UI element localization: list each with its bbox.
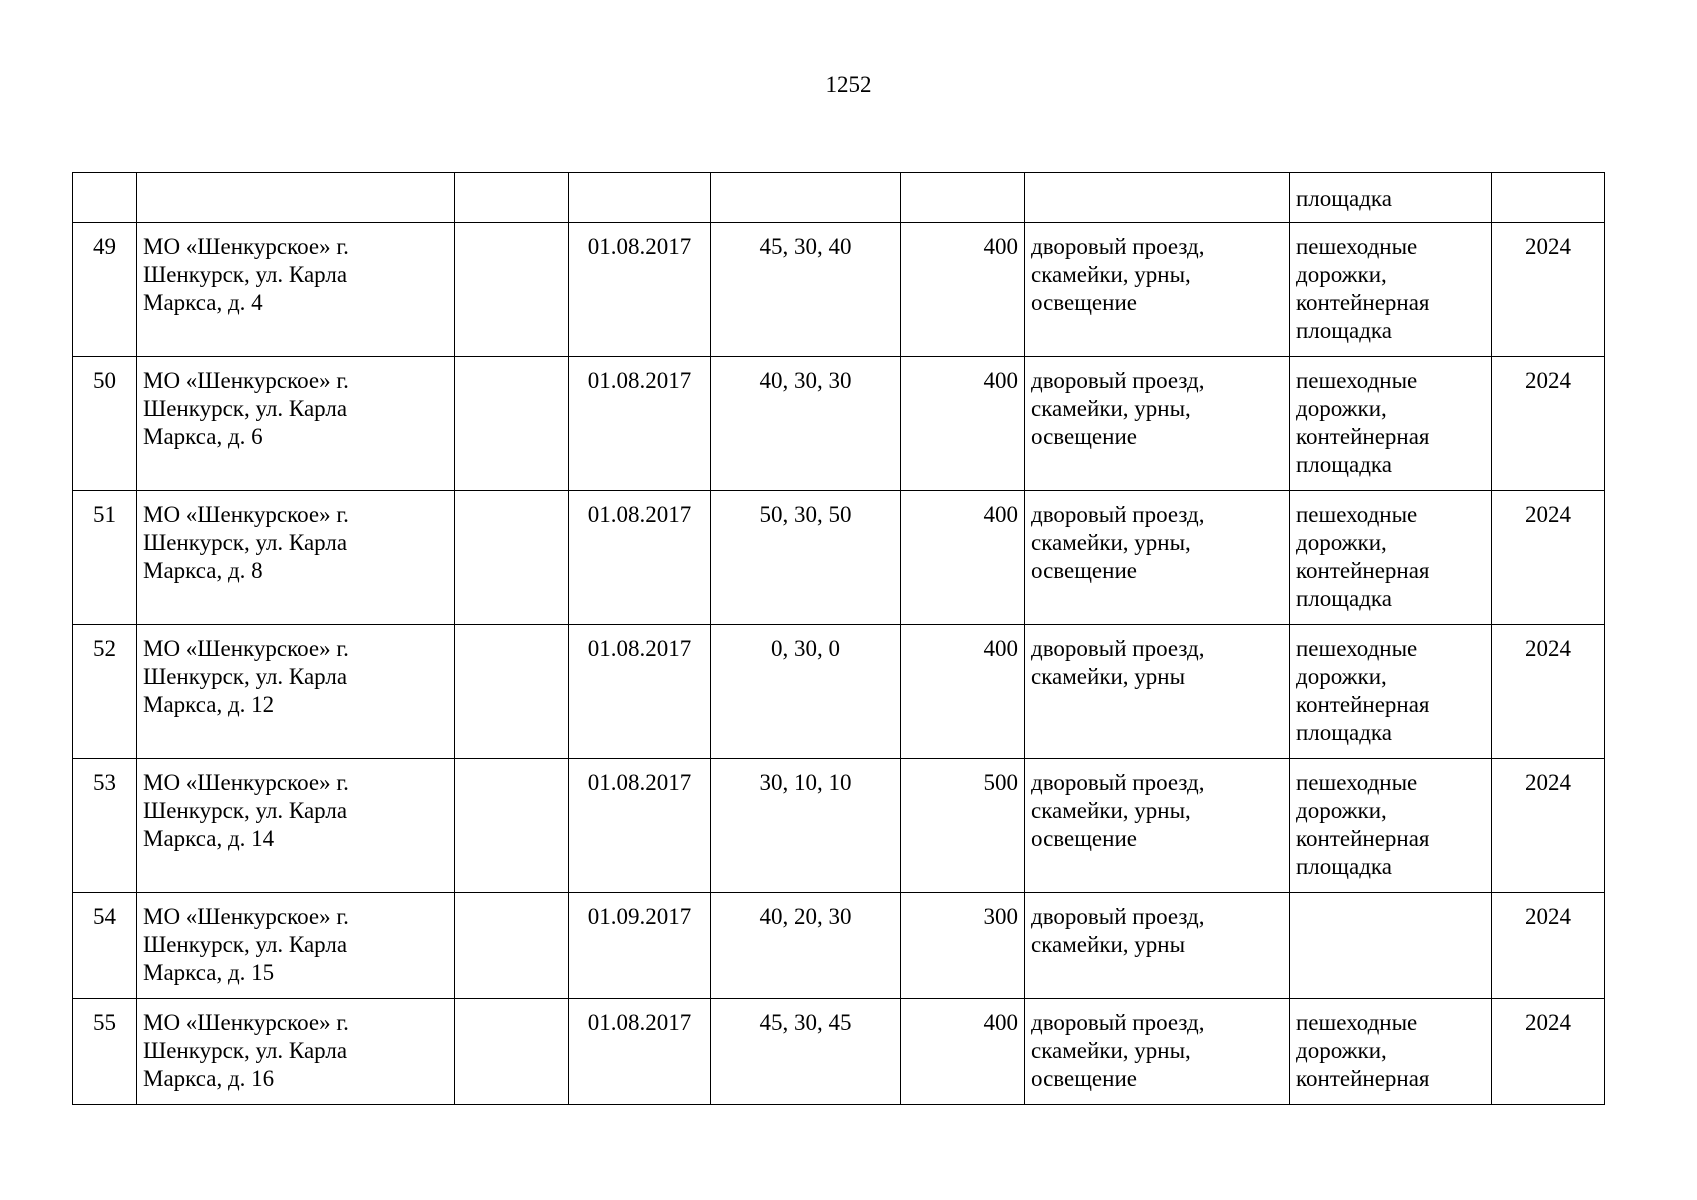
cell-works-min-line: дворовый проезд, bbox=[1031, 904, 1205, 929]
cell-works-additional-line: пешеходные bbox=[1296, 368, 1418, 393]
cell-num: 50 bbox=[73, 357, 137, 491]
cell-works-min bbox=[1025, 357, 1290, 491]
cell-works-min bbox=[1025, 491, 1290, 625]
cell-works-additional-line: дорожки, bbox=[1296, 262, 1387, 287]
cell-works-min-line: освещение bbox=[1031, 558, 1137, 583]
cell-works-additional-line: контейнерная bbox=[1296, 1066, 1430, 1091]
cell-works-additional-line: контейнерная bbox=[1296, 558, 1430, 583]
cell-address bbox=[137, 223, 455, 357]
cell-address-line: МО «Шенкурское» г. bbox=[143, 234, 349, 259]
cell-values: 45, 30, 40 bbox=[711, 223, 901, 357]
cell-works-additional bbox=[1290, 625, 1492, 759]
cell-col3 bbox=[455, 759, 569, 893]
cell-works-additional-line: контейнерная bbox=[1296, 692, 1430, 717]
cell-address bbox=[137, 893, 455, 999]
cell-works-additional-line: площадка bbox=[1296, 452, 1392, 477]
cell-works-min bbox=[1025, 625, 1290, 759]
cell-address bbox=[137, 625, 455, 759]
cell-date: 01.08.2017 bbox=[569, 223, 711, 357]
cell-address-line: Шенкурск, ул. Карла bbox=[143, 530, 348, 555]
cell-num: 49 bbox=[73, 223, 137, 357]
cell-num: 54 bbox=[73, 893, 137, 999]
cell-address-line: Маркса, д. 12 bbox=[143, 692, 275, 717]
cell-address bbox=[137, 491, 455, 625]
cell-works-min-line: скамейки, урны bbox=[1031, 664, 1186, 689]
table-row bbox=[73, 759, 1605, 893]
cell-area: 400 bbox=[901, 491, 1025, 625]
cell-works-additional-line: площадка bbox=[1296, 586, 1392, 611]
cell-works-min bbox=[1025, 223, 1290, 357]
cell-works-min-line: скамейки, урны bbox=[1031, 932, 1186, 957]
cell-works-additional-line: площадка bbox=[1296, 854, 1392, 879]
cell-col3 bbox=[455, 173, 569, 223]
table-row bbox=[73, 625, 1605, 759]
page-number: 1252 bbox=[825, 72, 872, 97]
cell-col3 bbox=[455, 491, 569, 625]
cell-works-additional-line: дорожки, bbox=[1296, 664, 1387, 689]
cell-address bbox=[137, 357, 455, 491]
cell-values: 45, 30, 45 bbox=[711, 999, 901, 1105]
cell-address-line: Маркса, д. 16 bbox=[143, 1066, 275, 1091]
cell-values: 50, 30, 50 bbox=[711, 491, 901, 625]
cell-works-additional-line: дорожки, bbox=[1296, 530, 1387, 555]
cell-year: 2024 bbox=[1492, 999, 1605, 1105]
cell-works-min-line: освещение bbox=[1031, 424, 1137, 449]
cell-date: 01.08.2017 bbox=[569, 999, 711, 1105]
cell-year: 2024 bbox=[1492, 223, 1605, 357]
cell-address bbox=[137, 999, 455, 1105]
cell-works-min-line: скамейки, урны, bbox=[1031, 530, 1191, 555]
cell-works-additional-line: дорожки, bbox=[1296, 396, 1387, 421]
cell-works-additional bbox=[1290, 491, 1492, 625]
cell-col3 bbox=[455, 893, 569, 999]
cell-works-additional bbox=[1290, 223, 1492, 357]
cell-works-additional bbox=[1290, 759, 1492, 893]
cell-works-additional-line: дорожки, bbox=[1296, 798, 1387, 823]
cell-year: 2024 bbox=[1492, 625, 1605, 759]
cell-area: 400 bbox=[901, 999, 1025, 1105]
cell-works-min-line: освещение bbox=[1031, 1066, 1137, 1091]
cell-area bbox=[901, 173, 1025, 223]
cell-date bbox=[569, 173, 711, 223]
cell-works-additional bbox=[1290, 999, 1492, 1105]
cell-works-min-line: дворовый проезд, bbox=[1031, 368, 1205, 393]
table-row bbox=[73, 357, 1605, 491]
cell-works-min-line: скамейки, урны, bbox=[1031, 262, 1191, 287]
cell-address-line: МО «Шенкурское» г. bbox=[143, 368, 349, 393]
cell-address-line: Шенкурск, ул. Карла bbox=[143, 932, 348, 957]
cell-works-additional-line: дорожки, bbox=[1296, 1038, 1387, 1063]
cell-works-additional bbox=[1290, 357, 1492, 491]
cell-year bbox=[1492, 173, 1605, 223]
cell-date: 01.08.2017 bbox=[569, 625, 711, 759]
cell-works-additional-line: пешеходные bbox=[1296, 770, 1418, 795]
cell-area: 400 bbox=[901, 625, 1025, 759]
table-row bbox=[73, 893, 1605, 999]
works-additional-line: площадка bbox=[1296, 186, 1392, 211]
cell-works-min-line: дворовый проезд, bbox=[1031, 234, 1205, 259]
cell-works-additional-line: пешеходные bbox=[1296, 1010, 1418, 1035]
cell-works-additional-line: контейнерная bbox=[1296, 290, 1430, 315]
cell-works-additional-line: площадка bbox=[1296, 720, 1392, 745]
cell-works-additional-line: пешеходные bbox=[1296, 234, 1418, 259]
cell-address-line: МО «Шенкурское» г. bbox=[143, 904, 349, 929]
cell-area: 400 bbox=[901, 357, 1025, 491]
cell-works-min-line: дворовый проезд, bbox=[1031, 1010, 1205, 1035]
cell-date: 01.08.2017 bbox=[569, 759, 711, 893]
table-row bbox=[73, 491, 1605, 625]
cell-num: 55 bbox=[73, 999, 137, 1105]
cell-num: 52 bbox=[73, 625, 137, 759]
table-body bbox=[73, 173, 1605, 1105]
cell-area: 400 bbox=[901, 223, 1025, 357]
cell-date: 01.08.2017 bbox=[569, 491, 711, 625]
continuation-row bbox=[73, 173, 1605, 223]
cell-works-min-line: скамейки, урны, bbox=[1031, 1038, 1191, 1063]
cell-address-line: Маркса, д. 6 bbox=[143, 424, 263, 449]
cell-year: 2024 bbox=[1492, 893, 1605, 999]
cell-values: 40, 20, 30 bbox=[711, 893, 901, 999]
cell-area: 500 bbox=[901, 759, 1025, 893]
cell-year: 2024 bbox=[1492, 357, 1605, 491]
cell-area: 300 bbox=[901, 893, 1025, 999]
cell-address-line: Маркса, д. 8 bbox=[143, 558, 263, 583]
cell-date: 01.08.2017 bbox=[569, 357, 711, 491]
cell-works-additional bbox=[1290, 893, 1492, 999]
cell-address-line: МО «Шенкурское» г. bbox=[143, 636, 349, 661]
cell-values: 0, 30, 0 bbox=[711, 625, 901, 759]
cell-address-line: Шенкурск, ул. Карла bbox=[143, 262, 348, 287]
cell-values: 30, 10, 10 bbox=[711, 759, 901, 893]
cell-year: 2024 bbox=[1492, 759, 1605, 893]
cell-values bbox=[711, 173, 901, 223]
table-row bbox=[73, 223, 1605, 357]
cell-num: 51 bbox=[73, 491, 137, 625]
cell-works-min bbox=[1025, 999, 1290, 1105]
cell-works-additional-line: пешеходные bbox=[1296, 502, 1418, 527]
cell-col3 bbox=[455, 999, 569, 1105]
cell-address-line: Маркса, д. 15 bbox=[143, 960, 275, 985]
cell-date: 01.09.2017 bbox=[569, 893, 711, 999]
cell-works-min bbox=[1025, 893, 1290, 999]
cell-works-min-line: скамейки, урны, bbox=[1031, 396, 1191, 421]
cell-address-line: Маркса, д. 14 bbox=[143, 826, 275, 851]
cell-works-min-line: дворовый проезд, bbox=[1031, 770, 1205, 795]
cell-address-line: Шенкурск, ул. Карла bbox=[143, 664, 348, 689]
cell-address-line: Шенкурск, ул. Карла bbox=[143, 798, 348, 823]
cell-works-additional-line: контейнерная bbox=[1296, 424, 1430, 449]
cell-address bbox=[137, 173, 455, 223]
cell-works-additional-line: контейнерная bbox=[1296, 826, 1430, 851]
table-row bbox=[73, 999, 1605, 1105]
cell-year: 2024 bbox=[1492, 491, 1605, 625]
cell-values: 40, 30, 30 bbox=[711, 357, 901, 491]
improvement-table bbox=[72, 172, 1605, 1105]
cell-works-additional-line: площадка bbox=[1296, 318, 1392, 343]
cell-address-line: МО «Шенкурское» г. bbox=[143, 1010, 349, 1035]
cell-col3 bbox=[455, 625, 569, 759]
cell-col3 bbox=[455, 357, 569, 491]
cell-num: 53 bbox=[73, 759, 137, 893]
cell-address-line: МО «Шенкурское» г. bbox=[143, 502, 349, 527]
cell-num bbox=[73, 173, 137, 223]
cell-address-line: Маркса, д. 4 bbox=[143, 290, 263, 315]
cell-works-additional-line: пешеходные bbox=[1296, 636, 1418, 661]
cell-works-min-line: освещение bbox=[1031, 290, 1137, 315]
cell-works-min-line: скамейки, урны, bbox=[1031, 798, 1191, 823]
cell-col3 bbox=[455, 223, 569, 357]
cell-address-line: Шенкурск, ул. Карла bbox=[143, 1038, 348, 1063]
cell-works-additional bbox=[1290, 173, 1492, 223]
cell-works-min-line: освещение bbox=[1031, 826, 1137, 851]
cell-works-min-line: дворовый проезд, bbox=[1031, 636, 1205, 661]
cell-address-line: Шенкурск, ул. Карла bbox=[143, 396, 348, 421]
cell-address bbox=[137, 759, 455, 893]
cell-address-line: МО «Шенкурское» г. bbox=[143, 770, 349, 795]
cell-works-min bbox=[1025, 759, 1290, 893]
cell-works-min bbox=[1025, 173, 1290, 223]
cell-works-min-line: дворовый проезд, bbox=[1031, 502, 1205, 527]
